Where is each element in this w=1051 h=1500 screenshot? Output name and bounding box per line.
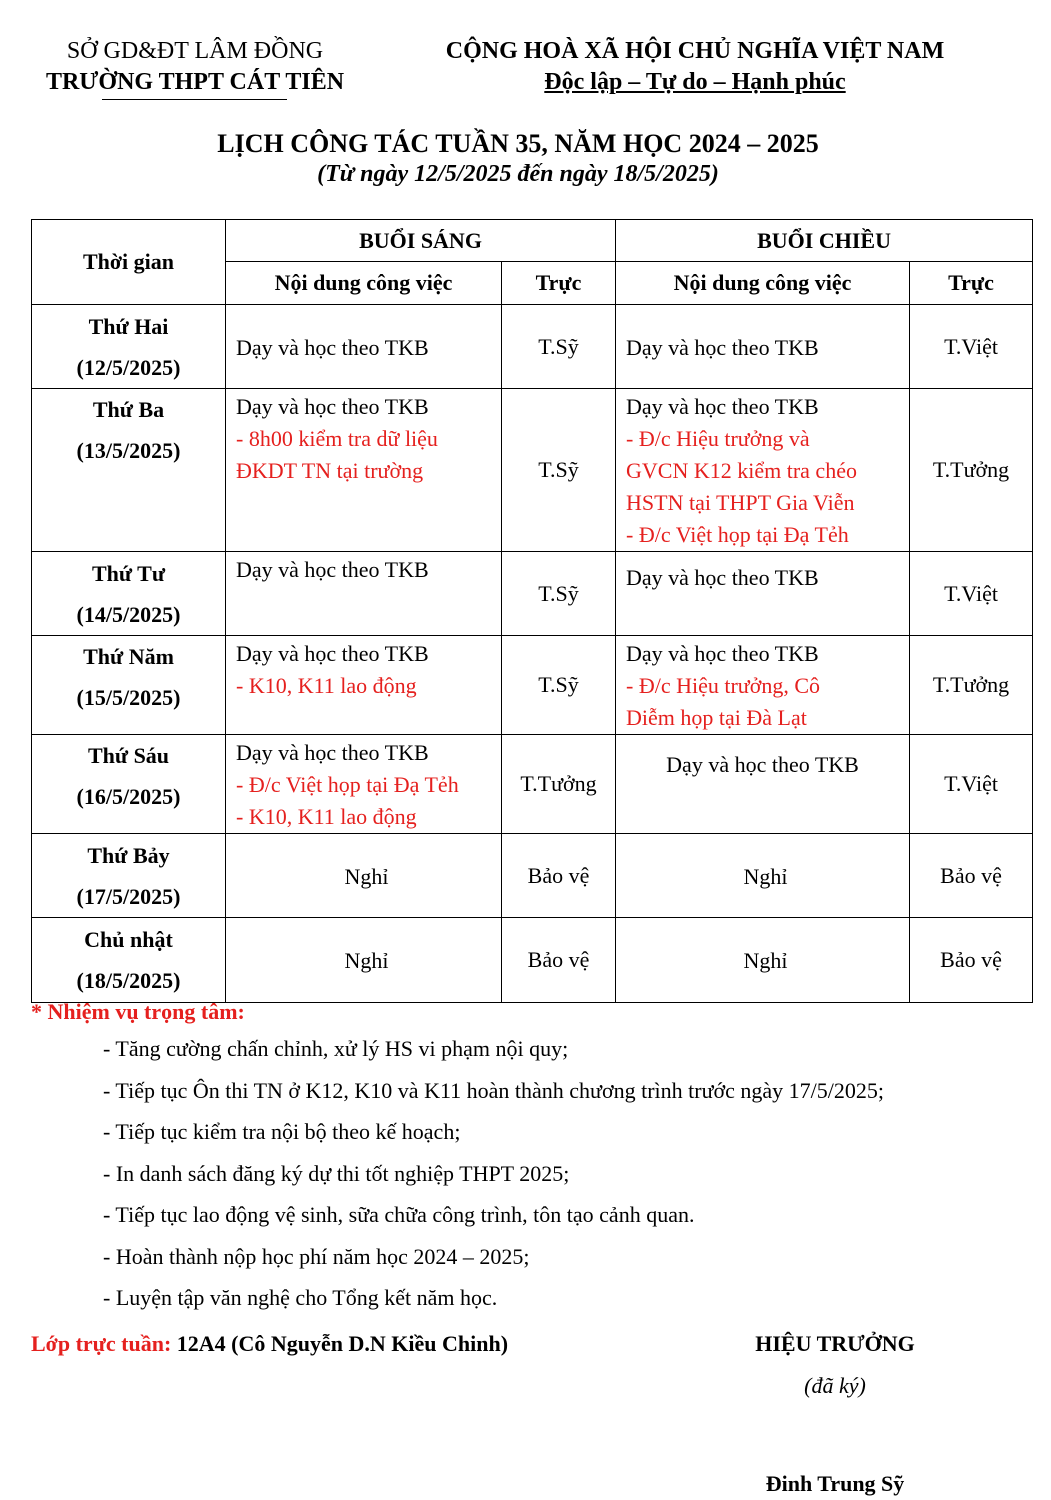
content-line: Diễm họp tại Đà Lạt (626, 705, 807, 730)
table-row (32, 918, 1033, 1003)
afternoon-content (616, 834, 910, 918)
morning-content (226, 389, 502, 552)
day-name: Thứ Ba (92, 397, 165, 422)
day-date: (15/5/2025) (76, 685, 181, 710)
header-underline (102, 99, 287, 100)
header-right (380, 36, 1010, 98)
content-line: Dạy và học theo TKB (626, 334, 819, 360)
table-row (32, 552, 1033, 636)
morning-duty: Bảo vệ (502, 834, 616, 918)
afternoon-duty: T.Việt (910, 552, 1033, 636)
morning-content (226, 552, 502, 636)
list-item: - Tiếp tục Ôn thi TN ở K12, K10 và K11 hoàn thành chương trình trước ngày 17/5/2025; (103, 1077, 885, 1103)
document-title: LỊCH CÔNG TÁC TUẦN 35, NĂM HỌC 2024 – 2025 (217, 129, 819, 158)
content-line: Dạy và học theo TKB (626, 565, 819, 590)
list-item: - In danh sách đăng ký dự thi tốt nghiệp THPT 2025; (103, 1160, 570, 1186)
header-afternoon: BUỔI CHIỀU (616, 220, 1033, 262)
school-name: TRƯỜNG THPT CÁT TIÊN (45, 69, 345, 95)
afternoon-duty: T.Tưởng (910, 389, 1033, 552)
morning-content (226, 636, 502, 735)
list-item: - Hoàn thành nộp học phí năm học 2024 – 2025; (103, 1243, 530, 1269)
content-line: - K10, K11 lao động (236, 804, 417, 829)
content-line: Dạy và học theo TKB (236, 557, 429, 582)
header-morning-duty: Trực (502, 262, 616, 305)
content-line: GVCN K12 kiểm tra chéo (626, 458, 857, 483)
afternoon-content (616, 735, 910, 834)
key-tasks (31, 996, 1031, 1319)
content-line: Dạy và học theo TKB (236, 740, 429, 765)
signer-role: HIỆU TRƯỞNG (755, 1331, 915, 1356)
list-item: - Tiếp tục lao động vệ sinh, sữa chữa công trình, tôn tạo cảnh quan. (103, 1202, 695, 1227)
afternoon-duty: T.Việt (910, 305, 1033, 389)
header-morning-content: Nội dung công việc (226, 262, 502, 305)
content-line: Nghỉ (743, 948, 788, 973)
schedule-table (31, 219, 1033, 1003)
day-cell (32, 305, 226, 389)
content-line: Nghỉ (344, 948, 389, 973)
signature-block (730, 1328, 940, 1500)
department-name: SỞ GD&ĐT LÂM ĐỒNG (66, 38, 324, 64)
content-line: - K10, K11 lao động (236, 673, 417, 698)
morning-content (226, 735, 502, 834)
content-line: - Đ/c Việt họp tại Đạ Tẻh (626, 522, 849, 547)
afternoon-content (616, 305, 910, 389)
morning-duty: T.Tưởng (502, 735, 616, 834)
header-time: Thời gian (32, 220, 226, 305)
table-row (32, 735, 1033, 834)
day-cell (32, 834, 226, 918)
signed-note: (đã ký) (804, 1373, 866, 1398)
content-line: - Đ/c Hiệu trưởng, Cô (626, 673, 821, 698)
document-subtitle: (Từ ngày 12/5/2025 đến ngày 18/5/2025) (317, 161, 719, 187)
day-date: (17/5/2025) (76, 883, 181, 909)
national-motto: Độc lập – Tự do – Hạnh phúc (544, 69, 846, 95)
morning-duty: T.Sỹ (502, 305, 616, 389)
afternoon-duty: T.Việt (910, 735, 1033, 834)
duty-class (31, 1328, 508, 1360)
afternoon-content (616, 552, 910, 636)
list-item: - Luyện tập văn nghệ cho Tổng kết năm học. (103, 1285, 498, 1310)
day-date: (18/5/2025) (76, 968, 181, 993)
day-name: Chủ nhật (84, 927, 173, 952)
table-row (32, 305, 1033, 389)
afternoon-duty: Bảo vệ (910, 834, 1033, 918)
day-date: (12/5/2025) (76, 354, 181, 380)
table-row (32, 834, 1033, 918)
day-name: Thứ Bảy (87, 842, 170, 868)
afternoon-duty: T.Tưởng (910, 636, 1033, 735)
header-morning: BUỔI SÁNG (226, 220, 616, 262)
content-line: Dạy và học theo TKB (236, 394, 429, 419)
key-tasks-heading: * Nhiệm vụ trọng tâm: (31, 999, 245, 1024)
content-line: - Đ/c Hiệu trưởng và (626, 426, 810, 451)
morning-content (226, 305, 502, 389)
content-line: Dạy và học theo TKB (236, 334, 429, 360)
header-afternoon-duty: Trực (910, 262, 1033, 305)
day-name: Thứ Hai (88, 313, 169, 339)
key-tasks-list (31, 1028, 1031, 1319)
content-line: Nghỉ (344, 863, 389, 889)
morning-duty: T.Sỹ (502, 389, 616, 552)
content-line: - 8h00 kiểm tra dữ liệu (236, 426, 438, 451)
day-cell (32, 918, 226, 1003)
day-name: Thứ Tư (91, 560, 166, 586)
signer-name: Đinh Trung Sỹ (765, 1471, 905, 1496)
duty-class-label: Lớp trực tuần: (31, 1331, 172, 1356)
afternoon-content (616, 918, 910, 1003)
duty-class-value: 12A4 (Cô Nguyễn D.N Kiều Chinh) (176, 1331, 509, 1356)
day-date: (14/5/2025) (76, 601, 181, 627)
country-name: CỘNG HOÀ XÃ HỘI CHỦ NGHĨA VIỆT NAM (445, 38, 945, 64)
morning-duty: T.Sỹ (502, 552, 616, 636)
content-line: HSTN tại THPT Gia Viễn (626, 490, 855, 515)
content-line: Nghỉ (743, 863, 788, 889)
content-line: Dạy và học theo TKB (236, 641, 429, 666)
day-cell (32, 636, 226, 735)
content-line: Dạy và học theo TKB (666, 752, 859, 777)
list-item: - Tiếp tục kiểm tra nội bộ theo kế hoạch; (103, 1119, 461, 1144)
day-cell (32, 552, 226, 636)
morning-content (226, 834, 502, 918)
day-cell (32, 735, 226, 834)
header-afternoon-content: Nội dung công việc (616, 262, 910, 305)
header-left (30, 36, 360, 98)
list-item: - Tăng cường chấn chỉnh, xử lý HS vi phạm nội quy; (103, 1036, 569, 1061)
afternoon-content (616, 389, 910, 552)
day-name: Thứ Năm (83, 644, 174, 669)
table-row (32, 636, 1033, 735)
content-line: Dạy và học theo TKB (626, 394, 819, 419)
day-cell (32, 389, 226, 552)
morning-content (226, 918, 502, 1003)
morning-duty: Bảo vệ (502, 918, 616, 1003)
day-date: (16/5/2025) (76, 784, 181, 809)
table-row (32, 389, 1033, 552)
afternoon-duty: Bảo vệ (910, 918, 1033, 1003)
content-line: ĐKDT TN tại trường (236, 458, 424, 483)
day-name: Thứ Sáu (87, 743, 170, 768)
afternoon-content (616, 636, 910, 735)
content-line: Dạy và học theo TKB (626, 641, 819, 666)
day-date: (13/5/2025) (76, 438, 181, 463)
content-line: - Đ/c Việt họp tại Đạ Tẻh (236, 772, 459, 797)
morning-duty: T.Sỹ (502, 636, 616, 735)
